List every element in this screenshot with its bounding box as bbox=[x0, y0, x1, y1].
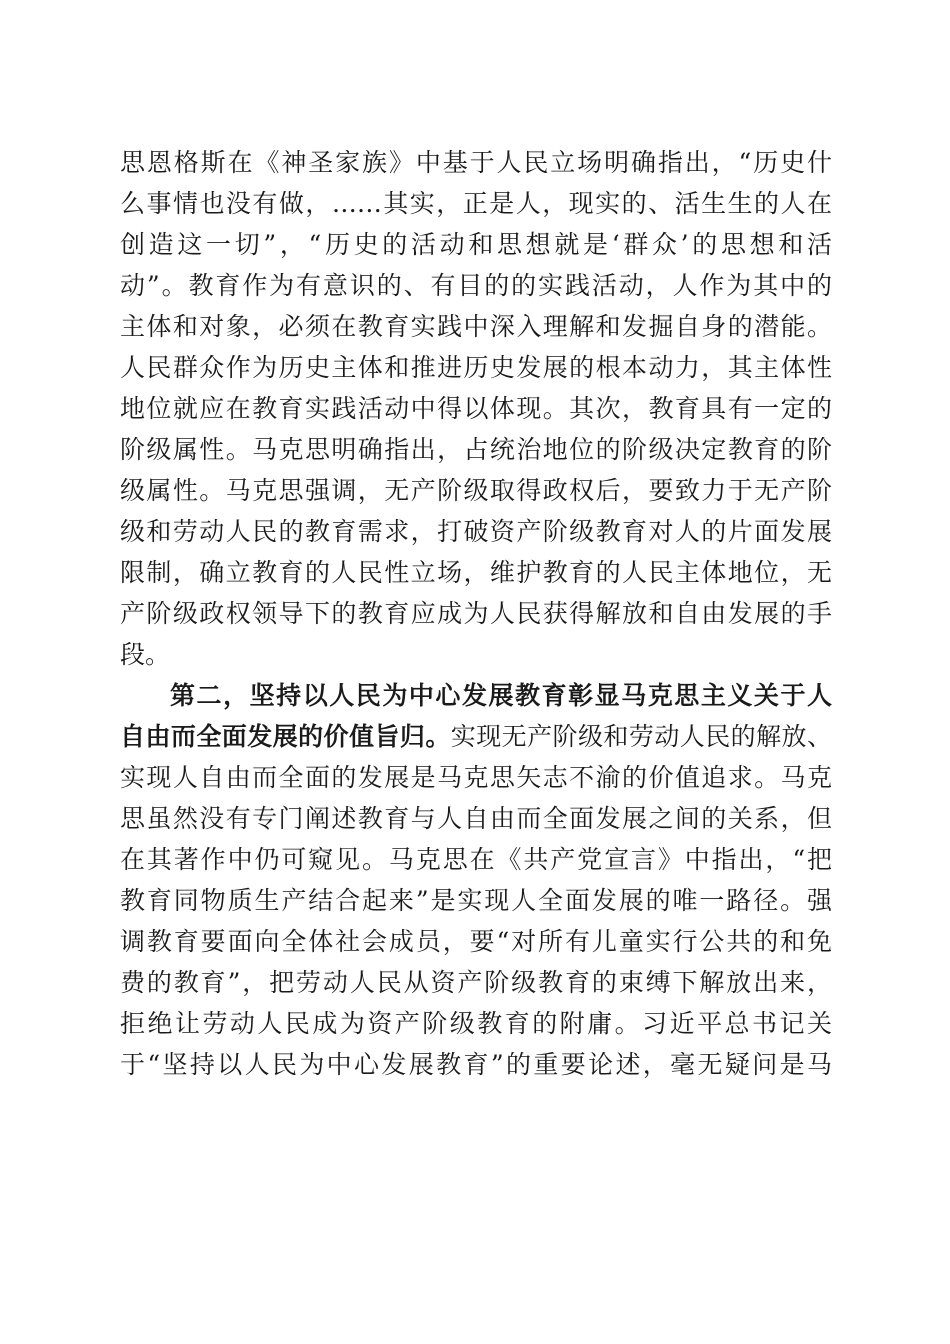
paragraph-2 bbox=[120, 675, 832, 1085]
text-line: 限制，确立教育的人民性立场，维护教育的人民主体地位，无 bbox=[120, 558, 832, 587]
text-line: 产阶级政权领导下的教育应成为人民获得解放和自由发展的手 bbox=[120, 599, 832, 628]
text-line: 调教育要面向全体社会成员，要“对所有儿童实行公共的和免 bbox=[120, 927, 832, 956]
paragraph-heading-end: 自由而全面发展的价值旨归。 bbox=[120, 722, 451, 751]
text-line: 创造这一切”，“历史的活动和思想就是‘群众’的思想和活 bbox=[120, 230, 832, 259]
text-line: 思虽然没有专门阐述教育与人自由而全面发展之间的关系，但 bbox=[120, 804, 832, 833]
text-line: 级属性。马克思强调，无产阶级取得政权后，要致力于无产阶 bbox=[120, 476, 832, 505]
document-page bbox=[120, 142, 832, 1085]
text-line: 动”。教育作为有意识的、有目的的实践活动，人作为其中的 bbox=[120, 271, 832, 300]
text-line: 主体和对象，必须在教育实践中深入理解和发掘自身的潜能。 bbox=[120, 312, 832, 341]
paragraph-heading: 第二，坚持以人民为中心发展教育彰显马克思主义关于人 bbox=[170, 681, 832, 710]
text-line: 阶级属性。马克思明确指出，占统治地位的阶级决定教育的阶 bbox=[120, 435, 832, 464]
text-span: 实现无产阶级和劳动人民的解放、 bbox=[450, 722, 832, 751]
text-line: 么事情也没有做，……其实，正是人，现实的、活生生的人在 bbox=[120, 189, 832, 218]
text-line: 于“坚持以人民为中心发展教育”的重要论述，毫无疑问是马 bbox=[120, 1050, 832, 1079]
text-line: 拒绝让劳动人民成为资产阶级教育的附庸。习近平总书记关 bbox=[120, 1009, 832, 1038]
text-line: 教育同物质生产结合起来”是实现人全面发展的唯一路径。强 bbox=[120, 886, 832, 915]
text-line bbox=[120, 716, 832, 757]
text-line: 段。 bbox=[120, 640, 171, 669]
paragraph-1 bbox=[120, 142, 832, 675]
text-line: 地位就应在教育实践活动中得以体现。其次，教育具有一定的 bbox=[120, 394, 832, 423]
text-line: 在其著作中仍可窥见。马克思在《共产党宣言》中指出，“把 bbox=[120, 845, 832, 874]
text-line: 人民群众作为历史主体和推进历史发展的根本动力，其主体性 bbox=[120, 353, 832, 382]
text-line: 思恩格斯在《神圣家族》中基于人民立场明确指出，“历史什 bbox=[120, 148, 832, 177]
text-line: 实现人自由而全面的发展是马克思矢志不渝的价值追求。马克 bbox=[120, 763, 832, 792]
text-line: 级和劳动人民的教育需求，打破资产阶级教育对人的片面发展 bbox=[120, 517, 832, 546]
text-line: 费的教育”，把劳动人民从资产阶级教育的束缚下解放出来， bbox=[120, 968, 832, 997]
